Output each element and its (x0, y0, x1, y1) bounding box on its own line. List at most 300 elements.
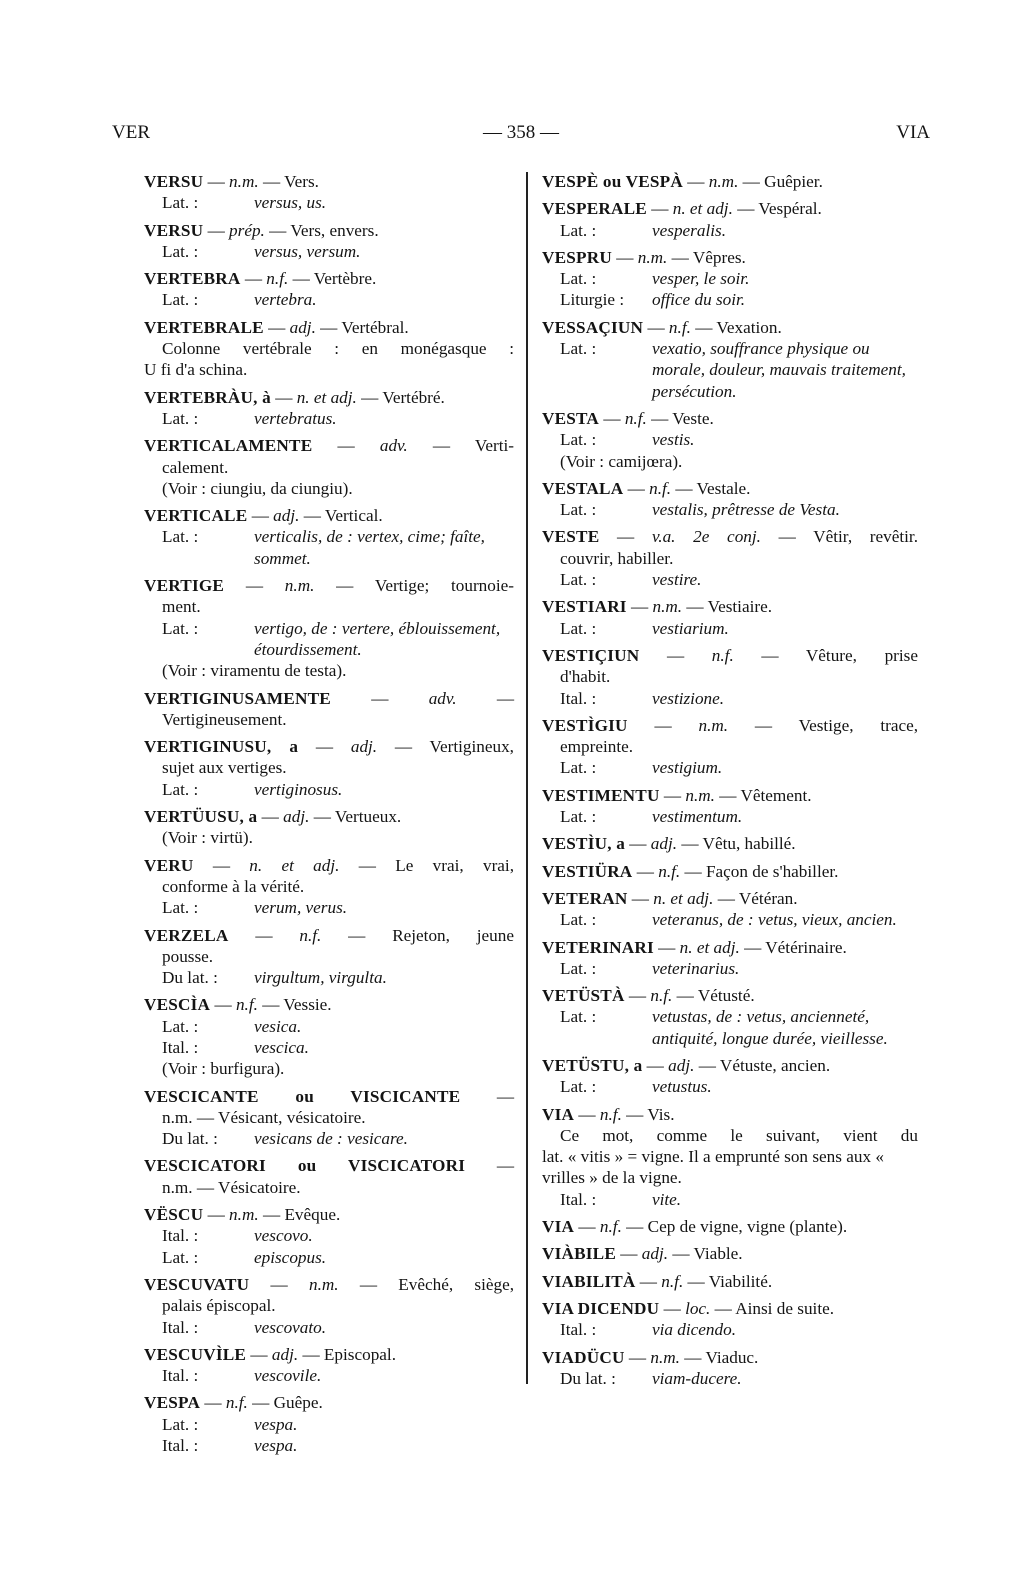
grammatical-category: prép. (229, 220, 265, 240)
etymology-line (542, 688, 918, 709)
dictionary-entry (144, 1274, 514, 1338)
definition: Verti- (474, 436, 514, 456)
etymology-value: via dicendo. (652, 1320, 736, 1340)
definition: Vestiaire. (707, 597, 773, 617)
etymology-line (144, 967, 514, 988)
definition: Vétérinaire. (765, 937, 847, 957)
dictionary-entry (542, 888, 918, 931)
entry-first-line: VIADÜCU — n.m. — Viaduc. (542, 1347, 759, 1367)
dictionary-entry (144, 1155, 514, 1198)
dictionary-entry (542, 937, 918, 980)
grammatical-category: n.m. (698, 715, 729, 735)
entry-first-line: VIABILITÀ — n.f. — Viabilité. (542, 1271, 773, 1291)
usage-note: Ce mot, comme le suivant, vient du (560, 1125, 918, 1145)
dictionary-entry (542, 1298, 918, 1341)
definition: Vis. (647, 1104, 675, 1124)
grammatical-category: n.m. (637, 247, 668, 267)
definition: Vétusté. (697, 986, 755, 1006)
definition: Vespéral. (758, 199, 822, 219)
entry-first-line: VERTIGE — n.m. — Vertige; tournoie- (144, 576, 514, 596)
dictionary-entry (144, 855, 514, 919)
headword: VETÜSTU, a (542, 1055, 643, 1075)
etymology-line (144, 1247, 514, 1268)
etymology-label: Lat. : (560, 807, 597, 827)
etymology-label: Ital. : (560, 688, 597, 708)
definition: Vers, envers. (290, 220, 379, 240)
headword: VESTÌU, a (542, 834, 625, 854)
entry-first-line: VERZELA — n.f. — Rejeton, jeune (144, 925, 514, 945)
etymology-value: vetustas, de : vetus, ancienneté, antiquité, longue durée, vieillesse. (652, 1007, 888, 1048)
etymology-label: Lat. : (162, 527, 199, 547)
headword: VERTICALAMENTE (144, 436, 313, 456)
definition: Ainsi de suite. (735, 1298, 835, 1318)
entry-first-line: VIA DICENDU — loc. — Ainsi de suite. (542, 1298, 835, 1318)
etymology-label: Du lat. : (162, 968, 218, 988)
dictionary-entry (542, 408, 918, 472)
etymology-value: vestimentum. (652, 807, 743, 827)
definition: Vestige, trace, (798, 715, 918, 735)
definition: Vers. (284, 172, 319, 191)
grammatical-category: adj. (350, 737, 378, 757)
etymology-label: Ital. : (560, 1320, 597, 1340)
headword: VESCUVATU (144, 1274, 250, 1294)
definition: Veste. (672, 408, 714, 428)
dictionary-entry (144, 505, 514, 569)
entry-first-line: VERSU — n.m. — Vers. (144, 172, 319, 191)
etymology-line (542, 338, 918, 402)
dictionary-entry (542, 715, 918, 779)
etymology-value: vertebratus. (254, 408, 337, 428)
definition: Rejeton, jeune (392, 925, 514, 945)
headword: VESTA (542, 408, 600, 428)
headword: VERZELA (144, 925, 229, 945)
grammatical-category: n.f. (599, 1217, 622, 1237)
etymology-label: Ital. : (560, 1189, 597, 1209)
definition: Vertige; tournoie- (374, 576, 514, 596)
etymology-label: Lat. : (560, 500, 597, 520)
dictionary-entry (144, 268, 514, 311)
entry-first-line: VIA — n.f. — Vis. (542, 1104, 675, 1124)
grammatical-category: adj. (668, 1055, 695, 1075)
grammatical-category: adv. (379, 436, 408, 456)
headword: VERTEBRÀU, à (144, 387, 271, 407)
grammatical-category: adj. (271, 1344, 299, 1364)
etymology-label: Lat. : (560, 910, 597, 930)
grammatical-category: n.f. (266, 269, 289, 289)
dictionary-entry (542, 478, 918, 521)
dictionary-entry (542, 1271, 918, 1292)
definition: Vestale. (696, 478, 751, 498)
definition-continued: ment. (162, 597, 201, 617)
dictionary-entry (144, 688, 514, 731)
etymology-value: vite. (652, 1189, 682, 1209)
definition: Vertigineux, (429, 737, 514, 757)
etymology-label: Lat. : (560, 220, 597, 240)
headword: VERTEBRA (144, 269, 241, 289)
etymology-value: vesperalis. (652, 220, 726, 240)
definition-continued: n.m. — Vésicant, vésicatoire. (162, 1107, 366, 1127)
etymology-line (542, 499, 918, 520)
entry-first-line: VESTIMENTU — n.m. — Vêtement. (542, 785, 812, 805)
headword: VETÜSTÀ (542, 986, 625, 1006)
entry-first-line: VERSU — prép. — Vers, envers. (144, 220, 379, 240)
etymology-value: vetustus. (652, 1077, 712, 1097)
etymology-value: vescica. (254, 1037, 309, 1057)
definition: Vertueux. (334, 807, 402, 827)
etymology-line (144, 618, 514, 661)
etymology-label: Ital. : (162, 1436, 199, 1456)
etymology-value: vespa. (254, 1436, 298, 1456)
headword: VESTIMENTU (542, 785, 660, 805)
column-divider (526, 172, 528, 1384)
definition: Viaduc. (705, 1347, 759, 1367)
etymology-value: vestizione. (652, 688, 725, 708)
entry-first-line: VERTIGINUSU, a — adj. — Vertigineux, (144, 737, 514, 757)
cross-reference: (Voir : burfigura). (162, 1059, 285, 1079)
definition: Vétéran. (738, 888, 798, 908)
etymology-line (144, 779, 514, 800)
usage-note-continued: lat. « vitis » = vigne. Il a emprunté son sens aux « vrilles » de la vigne. (542, 1147, 884, 1188)
definition: — (496, 1086, 514, 1106)
dictionary-entry (542, 317, 918, 402)
etymology-line (144, 897, 514, 918)
etymology-value: vespa. (254, 1414, 298, 1434)
dictionary-entry (144, 1086, 514, 1150)
etymology-value: versus, us. (254, 193, 327, 213)
etymology-value: vestalis, prêtresse de Vesta. (652, 500, 840, 520)
etymology-value: vertiginosus. (254, 779, 343, 799)
entry-first-line: VERTEBRALE — adj. — Vertébral. (144, 317, 409, 337)
definition: Vêtement. (740, 785, 812, 805)
definition: Evêché, siège, (398, 1274, 514, 1294)
page-header (112, 122, 930, 152)
entry-first-line: VESTIARI — n.m. — Vestiaire. (542, 597, 773, 617)
etymology-label: Ital. : (162, 1226, 199, 1246)
entry-first-line (144, 1155, 514, 1176)
definition: Vêpres. (692, 247, 746, 267)
etymology-label: Lat. : (162, 241, 199, 261)
headword: VERSU (144, 220, 204, 240)
etymology-value: vescovato. (254, 1317, 327, 1337)
grammatical-category: n.m. (229, 1205, 259, 1225)
etymology-line (542, 268, 918, 289)
entry-first-line: VERTEBRA — n.f. — Vertèbre. (144, 269, 377, 289)
etymology-line (542, 220, 918, 241)
etymology-label: Lat. : (560, 1077, 597, 1097)
dictionary-entry (542, 171, 918, 192)
headword: VIABILITÀ (542, 1271, 636, 1291)
etymology-line (542, 1006, 918, 1049)
etymology-line (144, 1037, 514, 1058)
entry-first-line: VIA — n.f. — Cep de vigne, vigne (plante). (542, 1217, 848, 1237)
entry-first-line: VETERINARI — n. et adj. — Vétérinaire. (542, 937, 847, 957)
dictionary-entry (144, 435, 514, 499)
grammatical-category: adj. (283, 807, 310, 827)
headword: VIÀBILE (542, 1244, 616, 1264)
etymology-label: Lat. : (162, 408, 199, 428)
dictionary-entry (542, 861, 918, 882)
etymology-label: Ital. : (162, 1366, 199, 1386)
etymology-line (144, 526, 514, 569)
etymology-line (542, 1319, 918, 1340)
headword: VESTALA (542, 478, 624, 498)
headword: VIA (542, 1104, 575, 1124)
entry-first-line: VESPÈ ou VESPÀ — n.m. — Guêpier. (542, 172, 823, 191)
etymology-value: vescovile. (254, 1366, 322, 1386)
headword: VESPA (144, 1393, 201, 1413)
headword: VESPÈ ou VESPÀ (542, 172, 683, 191)
entry-first-line: VETERAN — n. et adj. — Vétéran. (542, 888, 798, 908)
grammatical-category: adv. (428, 688, 457, 708)
definition: Evêque. (284, 1205, 341, 1225)
grammatical-category: n.f. (599, 1104, 622, 1124)
etymology-label: Lat. : (560, 958, 597, 978)
headword: VETERINARI (542, 937, 654, 957)
dictionary-entry (144, 736, 514, 800)
entry-first-line: VESTÌU, a — adj. — Vêtu, habillé. (542, 834, 796, 854)
entry-first-line: VERU — n. et adj. — Le vrai, vrai, (144, 855, 514, 875)
headword: VESPRU (542, 247, 612, 267)
entry-first-line: VESTIÇIUN — n.f. — Vêture, prise (542, 645, 918, 665)
entry-first-line: VERTEBRÀU, à — n. et adj. — Vertébré. (144, 387, 445, 407)
cross-reference: (Voir : viramentu de testa). (162, 661, 347, 681)
grammatical-category: n.m. (650, 1347, 680, 1367)
definition: Vêtir, revêtir. (813, 527, 919, 547)
definition-continued: n.m. — Vésicatoire. (162, 1177, 301, 1197)
grammatical-category: n.m. (652, 597, 683, 617)
grammatical-category: n. et adj. (679, 937, 740, 957)
grammatical-category: loc. (685, 1298, 711, 1318)
etymology-label: Lat. : (162, 1247, 199, 1267)
grammatical-category: n. et adj. (672, 199, 733, 219)
etymology-label: Lat. : (162, 1414, 199, 1434)
etymology-value: vertigo, de : vertere, éblouissement, étourdissement. (254, 618, 501, 659)
etymology-line (144, 1128, 514, 1149)
etymology-label: Ital. : (162, 1317, 199, 1337)
etymology-value: versus, versum. (254, 241, 361, 261)
etymology-label: Lat. : (560, 570, 597, 590)
entry-first-line: VESCUVÌLE — adj. — Episcopal. (144, 1344, 396, 1364)
etymology-line (144, 289, 514, 310)
running-head-last-word: VIA (896, 122, 930, 143)
dictionary-entry (542, 1243, 918, 1264)
headword: VESCUVÌLE (144, 1344, 247, 1364)
usage-note: Colonne vertébrale : en monégasque : (162, 339, 514, 359)
grammatical-category: adj. (273, 506, 300, 526)
headword: VIA DICENDU (542, 1298, 660, 1318)
etymology-line (144, 408, 514, 429)
dictionary-entry (542, 526, 918, 590)
etymology-label: Du lat. : (560, 1368, 616, 1388)
etymology-value: vestiarium. (652, 618, 729, 638)
headword: VËSCU (144, 1205, 204, 1225)
dictionary-entry (542, 985, 918, 1049)
headword: VERTEBRALE (144, 317, 264, 337)
grammatical-category: v.a. 2e conj. (651, 527, 761, 547)
entry-first-line: VERTIGINUSAMENTE — adv. — (144, 688, 515, 708)
page-number: — 358 — (483, 122, 559, 143)
etymology-label: Lat. : (162, 618, 199, 638)
dictionary-entry (542, 785, 918, 828)
etymology-label: Lat. : (560, 430, 597, 450)
grammatical-category: n.f. (649, 478, 672, 498)
etymology-line (542, 289, 918, 310)
grammatical-category: adj. (650, 834, 678, 854)
etymology-value: vesica. (254, 1016, 302, 1036)
dictionary-entry (542, 247, 918, 311)
grammatical-category: n. et adj. (296, 387, 357, 407)
cross-reference: (Voir : virtü). (162, 828, 253, 848)
definition: Viabilité. (708, 1271, 773, 1291)
etymology-label: Du lat. : (162, 1129, 218, 1149)
headword: VIADÜCU (542, 1347, 625, 1367)
definition: Vexation. (716, 317, 782, 337)
grammatical-category: n.f. (235, 995, 258, 1015)
etymology-value: verticalis, de : vertex, cime; faîte, sommet. (254, 527, 485, 568)
grammatical-category: n.f. (624, 408, 647, 428)
entry-first-line: VETÜSTÀ — n.f. — Vétusté. (542, 986, 755, 1006)
etymology-line (542, 429, 918, 450)
right-column (542, 171, 918, 1395)
headword: VERU (144, 855, 194, 875)
definition-continued: conforme à la vérité. (162, 876, 305, 896)
definition: Façon de s'habiller. (705, 861, 839, 881)
headword: VERTICALE (144, 506, 248, 526)
etymology-line (542, 1189, 918, 1210)
definition: Viable. (693, 1244, 743, 1264)
etymology-line (542, 618, 918, 639)
dictionary-entry (542, 1104, 918, 1210)
entry-first-line (144, 1086, 514, 1107)
cross-reference: (Voir : camijœra). (560, 451, 683, 471)
etymology-value: episcopus. (254, 1247, 327, 1267)
entry-first-line: VERTÜUSU, a — adj. — Vertueux. (144, 807, 402, 827)
grammatical-category: n.f. (661, 1271, 684, 1291)
entry-first-line: VERTICALAMENTE — adv. — Verti- (144, 436, 514, 456)
headword: VESTIARI (542, 597, 627, 617)
headword: VESPERALE (542, 199, 647, 219)
etymology-value: veteranus, de : vetus, vieux, ancien. (652, 910, 897, 930)
definition-continued: d'habit. (560, 667, 611, 687)
etymology-label: Lat. : (162, 1016, 199, 1036)
dictionary-entry (144, 171, 514, 214)
etymology-line (144, 1317, 514, 1338)
definition-continued: couvrir, habiller. (560, 548, 674, 568)
headword: VESCICANTE ou VISCICANTE (144, 1086, 461, 1106)
definition: Vêture, prise (805, 645, 918, 665)
etymology-label: Lat. : (560, 1007, 597, 1027)
definition: Guêpe. (273, 1393, 323, 1413)
etymology-line (542, 958, 918, 979)
etymology-value: veterinarius. (652, 958, 740, 978)
entry-first-line: VËSCU — n.m. — Evêque. (144, 1205, 341, 1225)
dictionary-entry (144, 1204, 514, 1268)
etymology-line (542, 806, 918, 827)
etymology-label: Lat. : (162, 779, 199, 799)
dictionary-entry (144, 994, 514, 1079)
definition-continued: pousse. (162, 946, 214, 966)
entry-first-line: VESCÌA — n.f. — Vessie. (144, 995, 332, 1015)
etymology-value: vestis. (652, 430, 695, 450)
etymology-line (144, 1414, 514, 1435)
dictionary-entry (144, 220, 514, 263)
grammatical-category: n.f. (225, 1393, 248, 1413)
grammatical-category: n.m. (685, 785, 715, 805)
etymology-value: office du soir. (652, 290, 746, 310)
definition-continued: empreinte. (560, 737, 634, 757)
headword: VESCICATORI ou VISCICATORI (144, 1156, 466, 1176)
entry-first-line: VESSAÇIUN — n.f. — Vexation. (542, 317, 782, 337)
etymology-line (542, 1076, 918, 1097)
etymology-value: vexatio, souffrance physique ou morale, douleur, mauvais traitement, persécution. (652, 339, 906, 401)
definition: Guêpier. (764, 172, 823, 191)
grammatical-category: n.m. (708, 172, 739, 191)
definition: Vêtu, habillé. (702, 834, 796, 854)
left-column (144, 171, 514, 1462)
dictionary-entry (144, 1392, 514, 1456)
etymology-label: Liturgie : (560, 290, 625, 310)
etymology-line (542, 1368, 918, 1389)
grammatical-category: adj. (289, 317, 316, 337)
etymology-label: Lat. : (560, 758, 597, 778)
etymology-line (144, 1225, 514, 1246)
dictionary-entry (542, 198, 918, 241)
definition-continued: palais épiscopal. (162, 1296, 276, 1316)
dictionary-entry (542, 645, 918, 709)
entry-first-line: VESTIÜRA — n.f. — Façon de s'habiller. (542, 861, 839, 881)
dictionary-entry (144, 387, 514, 430)
etymology-label: Lat. : (162, 193, 199, 213)
etymology-line (144, 241, 514, 262)
headword: VERSU (144, 172, 204, 191)
dictionary-entry (144, 806, 514, 849)
etymology-label: Lat. : (560, 618, 597, 638)
etymology-label: Lat. : (560, 269, 597, 289)
definition-continued: Vertigineusement. (162, 709, 287, 729)
dictionary-entry (144, 1344, 514, 1387)
etymology-line (144, 192, 514, 213)
grammatical-category: n.f. (711, 645, 734, 665)
entry-first-line: VETÜSTU, a — adj. — Vétuste, ancien. (542, 1055, 831, 1075)
running-head-first-word: VER (112, 122, 150, 143)
grammatical-category: n.m. (229, 172, 259, 191)
definition: Vessie. (283, 995, 332, 1015)
etymology-line (542, 757, 918, 778)
etymology-value: verum, verus. (254, 898, 348, 918)
definition-continued: sujet aux vertiges. (162, 758, 287, 778)
headword: VETERAN (542, 888, 628, 908)
etymology-label: Ital. : (162, 1037, 199, 1057)
headword: VERTIGINUSAMENTE (144, 688, 331, 708)
headword: VESTIÇIUN (542, 645, 640, 665)
dictionary-entry (542, 1347, 918, 1390)
entry-first-line: VIÀBILE — adj. — Viable. (542, 1244, 743, 1264)
etymology-value: vescovo. (254, 1226, 313, 1246)
dictionary-entry (542, 1055, 918, 1098)
grammatical-category: n.m. (284, 576, 315, 596)
etymology-line (144, 1365, 514, 1386)
etymology-value: vestigium. (652, 758, 723, 778)
grammatical-category: n.f. (299, 925, 322, 945)
definition: Le vrai, vrai, (395, 855, 514, 875)
definition: Vertèbre. (313, 269, 377, 289)
cross-reference: (Voir : ciungiu, da ciungiu). (162, 478, 353, 498)
etymology-value: virgultum, virgulta. (254, 968, 387, 988)
dictionary-entry (144, 925, 514, 989)
etymology-line (542, 569, 918, 590)
etymology-line (542, 909, 918, 930)
entry-first-line: VESPERALE — n. et adj. — Vespéral. (542, 199, 822, 219)
